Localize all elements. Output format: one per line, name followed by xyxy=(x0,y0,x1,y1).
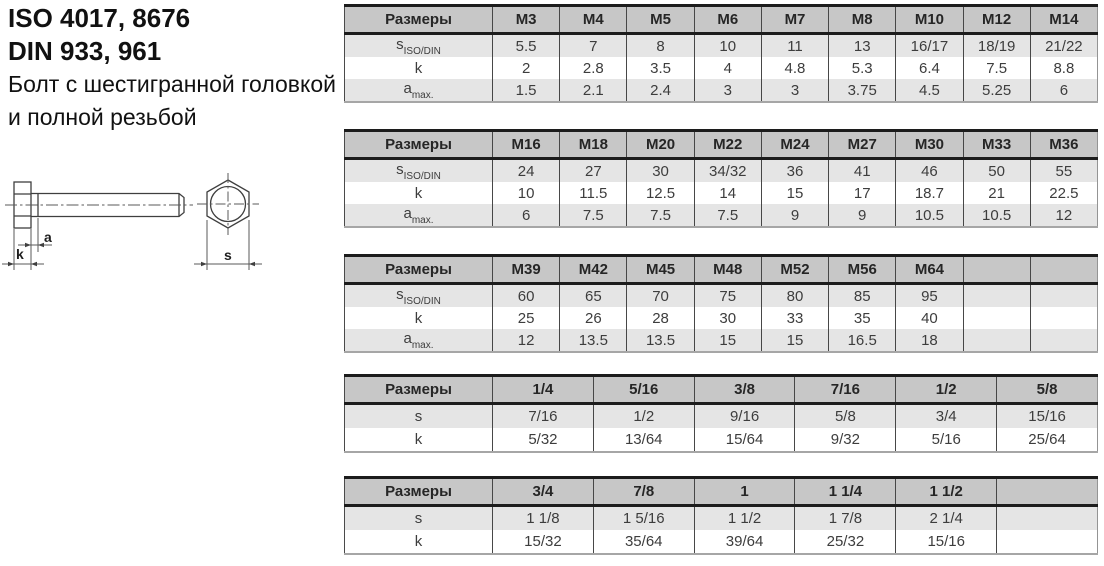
value-cell: 2 xyxy=(493,57,560,79)
value-cell: 24 xyxy=(493,159,560,183)
value-cell xyxy=(997,506,1098,531)
value-cell: 10.5 xyxy=(963,204,1030,227)
value-cell: 16/17 xyxy=(896,34,963,58)
column-header-cell: M3 xyxy=(493,6,560,34)
value-cell: 10.5 xyxy=(896,204,963,227)
value-cell: 1 7/8 xyxy=(795,506,896,531)
value-cell: 8.8 xyxy=(1030,57,1097,79)
column-header-cell: M12 xyxy=(963,6,1030,34)
column-header-cell: M56 xyxy=(829,256,896,284)
end-view-centerlines xyxy=(197,173,259,235)
column-header-cell xyxy=(997,478,1098,506)
column-header-cell: M22 xyxy=(694,131,761,159)
value-cell: 7.5 xyxy=(560,204,627,227)
column-header-cell: 1 1/2 xyxy=(896,478,997,506)
value-cell: 30 xyxy=(694,307,761,329)
value-cell: 25/32 xyxy=(795,530,896,554)
size-table-inch-large xyxy=(344,476,1098,555)
table-row xyxy=(345,428,1098,452)
row-label-cell: s xyxy=(345,506,493,531)
column-header-cell: M16 xyxy=(493,131,560,159)
size-table-m39-m64 xyxy=(344,254,1098,353)
value-cell: 15/32 xyxy=(493,530,594,554)
value-cell: 10 xyxy=(694,34,761,58)
column-header-cell: 7/8 xyxy=(593,478,694,506)
value-cell: 35/64 xyxy=(593,530,694,554)
column-header-cell: 5/8 xyxy=(997,376,1098,404)
column-header-cell: M52 xyxy=(761,256,828,284)
value-cell: 17 xyxy=(829,182,896,204)
value-cell: 3.75 xyxy=(829,79,896,102)
column-header-cell xyxy=(1030,256,1097,284)
row-label-cell: s xyxy=(345,404,493,429)
value-cell: 55 xyxy=(1030,159,1097,183)
value-cell: 15/16 xyxy=(997,404,1098,429)
value-cell: 9 xyxy=(761,204,828,227)
table-title-cell: Размеры xyxy=(345,376,493,404)
value-cell: 65 xyxy=(560,284,627,308)
value-cell: 15/16 xyxy=(896,530,997,554)
row-label-cell: k xyxy=(345,57,493,79)
row-label-cell: k xyxy=(345,182,493,204)
value-cell: 1/2 xyxy=(593,404,694,429)
value-cell: 14 xyxy=(694,182,761,204)
title-din: DIN 933, 961 xyxy=(8,36,162,66)
column-header-cell: 1 xyxy=(694,478,795,506)
value-cell xyxy=(963,307,1030,329)
dim-label-s: s xyxy=(224,247,232,263)
column-header-cell: 7/16 xyxy=(795,376,896,404)
value-cell: 7/16 xyxy=(493,404,594,429)
table-row xyxy=(345,404,1098,429)
value-cell: 5.5 xyxy=(493,34,560,58)
table-title-cell: Размеры xyxy=(345,6,493,34)
value-cell: 6.4 xyxy=(896,57,963,79)
column-header-cell: 1/4 xyxy=(493,376,594,404)
value-cell: 16.5 xyxy=(829,329,896,352)
value-cell: 13 xyxy=(829,34,896,58)
column-header-cell: M6 xyxy=(694,6,761,34)
value-cell: 13/64 xyxy=(593,428,694,452)
value-cell: 13.5 xyxy=(627,329,694,352)
value-cell: 15 xyxy=(761,329,828,352)
value-cell: 60 xyxy=(493,284,560,308)
value-cell: 80 xyxy=(761,284,828,308)
column-header-cell: M4 xyxy=(560,6,627,34)
column-header-cell: M39 xyxy=(493,256,560,284)
dimension-arrowheads xyxy=(8,243,255,267)
value-cell: 7.5 xyxy=(963,57,1030,79)
value-cell: 18 xyxy=(896,329,963,352)
value-cell xyxy=(997,530,1098,554)
value-cell: 1.5 xyxy=(493,79,560,102)
value-cell: 3.5 xyxy=(627,57,694,79)
table-row xyxy=(345,57,1098,79)
value-cell: 12 xyxy=(493,329,560,352)
value-cell: 28 xyxy=(627,307,694,329)
size-table xyxy=(344,374,1098,453)
column-header-cell: M14 xyxy=(1030,6,1097,34)
header-row xyxy=(345,256,1098,284)
table-row xyxy=(345,159,1098,183)
value-cell: 5/8 xyxy=(795,404,896,429)
value-cell: 13.5 xyxy=(560,329,627,352)
value-cell: 15/64 xyxy=(694,428,795,452)
row-label-cell: $a_{max.}$ xyxy=(345,329,493,352)
value-cell: 27 xyxy=(560,159,627,183)
value-cell: 21 xyxy=(963,182,1030,204)
value-cell: 5.25 xyxy=(963,79,1030,102)
column-header-cell: M42 xyxy=(560,256,627,284)
row-label-cell: k xyxy=(345,307,493,329)
header-row xyxy=(345,131,1098,159)
column-header-cell: M30 xyxy=(896,131,963,159)
value-cell: 5.3 xyxy=(829,57,896,79)
value-cell: 21/22 xyxy=(1030,34,1097,58)
value-cell: 39/64 xyxy=(694,530,795,554)
row-label-cell: $s_{ISO/DIN}$ xyxy=(345,159,493,183)
header-row xyxy=(345,376,1098,404)
value-cell: 7.5 xyxy=(627,204,694,227)
column-header-cell xyxy=(963,256,1030,284)
value-cell: 2 1/4 xyxy=(896,506,997,531)
column-header-cell: M20 xyxy=(627,131,694,159)
value-cell: 9/16 xyxy=(694,404,795,429)
header-row xyxy=(345,6,1098,34)
table-row xyxy=(345,530,1098,554)
row-label-cell: k xyxy=(345,530,493,554)
value-cell: 11 xyxy=(761,34,828,58)
value-cell: 5/32 xyxy=(493,428,594,452)
value-cell: 46 xyxy=(896,159,963,183)
table-row xyxy=(345,329,1098,352)
size-table xyxy=(344,4,1098,103)
value-cell: 33 xyxy=(761,307,828,329)
value-cell: 2.8 xyxy=(560,57,627,79)
table-row xyxy=(345,284,1098,308)
column-header-cell: 3/4 xyxy=(493,478,594,506)
table-row xyxy=(345,307,1098,329)
size-table-inch-small xyxy=(344,374,1098,453)
title-block xyxy=(8,2,338,134)
column-header-cell: 1/2 xyxy=(896,376,997,404)
table-row xyxy=(345,506,1098,531)
value-cell: 7 xyxy=(560,34,627,58)
value-cell: 1 1/8 xyxy=(493,506,594,531)
value-cell xyxy=(1030,284,1097,308)
value-cell: 18/19 xyxy=(963,34,1030,58)
column-header-cell: M33 xyxy=(963,131,1030,159)
value-cell: 40 xyxy=(896,307,963,329)
value-cell: 12 xyxy=(1030,204,1097,227)
value-cell: 6 xyxy=(1030,79,1097,102)
value-cell xyxy=(1030,329,1097,352)
value-cell: 36 xyxy=(761,159,828,183)
column-header-cell: 3/8 xyxy=(694,376,795,404)
row-label-cell: $a_{max.}$ xyxy=(345,79,493,102)
row-label-cell: k xyxy=(345,428,493,452)
value-cell: 4 xyxy=(694,57,761,79)
value-cell: 34/32 xyxy=(694,159,761,183)
value-cell: 15 xyxy=(761,182,828,204)
size-table xyxy=(344,129,1098,228)
value-cell: 3/4 xyxy=(896,404,997,429)
value-cell: 2.4 xyxy=(627,79,694,102)
row-label-cell: $s_{ISO/DIN}$ xyxy=(345,284,493,308)
column-header-cell: M8 xyxy=(829,6,896,34)
column-header-cell: M18 xyxy=(560,131,627,159)
subtitle-line2: и полной резьбой xyxy=(8,104,197,130)
size-table xyxy=(344,476,1098,555)
value-cell: 9/32 xyxy=(795,428,896,452)
value-cell: 10 xyxy=(493,182,560,204)
table-row xyxy=(345,79,1098,102)
value-cell: 4.8 xyxy=(761,57,828,79)
dim-label-a: a xyxy=(44,229,52,245)
table-row xyxy=(345,34,1098,58)
column-header-cell: M5 xyxy=(627,6,694,34)
value-cell: 6 xyxy=(493,204,560,227)
column-header-cell: M10 xyxy=(896,6,963,34)
value-cell: 41 xyxy=(829,159,896,183)
bolt-technical-drawing xyxy=(0,160,300,300)
value-cell: 3 xyxy=(761,79,828,102)
table-title-cell: Размеры xyxy=(345,256,493,284)
value-cell: 85 xyxy=(829,284,896,308)
value-cell: 12.5 xyxy=(627,182,694,204)
row-label-cell: $s_{ISO/DIN}$ xyxy=(345,34,493,58)
dim-label-k: k xyxy=(16,246,24,262)
value-cell: 22.5 xyxy=(1030,182,1097,204)
value-cell: 7.5 xyxy=(694,204,761,227)
value-cell: 8 xyxy=(627,34,694,58)
subtitle-line1: Болт с шестигранной головкой xyxy=(8,71,336,97)
value-cell: 4.5 xyxy=(896,79,963,102)
column-header-cell: M36 xyxy=(1030,131,1097,159)
title-iso: ISO 4017, 8676 xyxy=(8,3,191,33)
row-label-cell: $a_{max.}$ xyxy=(345,204,493,227)
value-cell: 35 xyxy=(829,307,896,329)
value-cell: 1 1/2 xyxy=(694,506,795,531)
size-table xyxy=(344,254,1098,353)
table-title-cell: Размеры xyxy=(345,478,493,506)
size-table-m16-m36 xyxy=(344,129,1098,228)
value-cell: 15 xyxy=(694,329,761,352)
value-cell: 3 xyxy=(694,79,761,102)
column-header-cell: M24 xyxy=(761,131,828,159)
table-title-cell: Размеры xyxy=(345,131,493,159)
value-cell: 95 xyxy=(896,284,963,308)
value-cell: 5/16 xyxy=(896,428,997,452)
value-cell: 75 xyxy=(694,284,761,308)
value-cell: 26 xyxy=(560,307,627,329)
table-row xyxy=(345,182,1098,204)
value-cell: 30 xyxy=(627,159,694,183)
table-row xyxy=(345,204,1098,227)
column-header-cell: 5/16 xyxy=(593,376,694,404)
column-header-cell: M45 xyxy=(627,256,694,284)
value-cell: 1 5/16 xyxy=(593,506,694,531)
value-cell: 11.5 xyxy=(560,182,627,204)
column-header-cell: M7 xyxy=(761,6,828,34)
value-cell: 25 xyxy=(493,307,560,329)
value-cell xyxy=(963,329,1030,352)
column-header-cell: M64 xyxy=(896,256,963,284)
column-header-cell: M27 xyxy=(829,131,896,159)
size-table-m3-m14 xyxy=(344,4,1098,103)
header-row xyxy=(345,478,1098,506)
value-cell xyxy=(1030,307,1097,329)
value-cell: 70 xyxy=(627,284,694,308)
value-cell xyxy=(963,284,1030,308)
value-cell: 25/64 xyxy=(997,428,1098,452)
value-cell: 50 xyxy=(963,159,1030,183)
value-cell: 18.7 xyxy=(896,182,963,204)
column-header-cell: 1 1/4 xyxy=(795,478,896,506)
value-cell: 2.1 xyxy=(560,79,627,102)
column-header-cell: M48 xyxy=(694,256,761,284)
value-cell: 9 xyxy=(829,204,896,227)
